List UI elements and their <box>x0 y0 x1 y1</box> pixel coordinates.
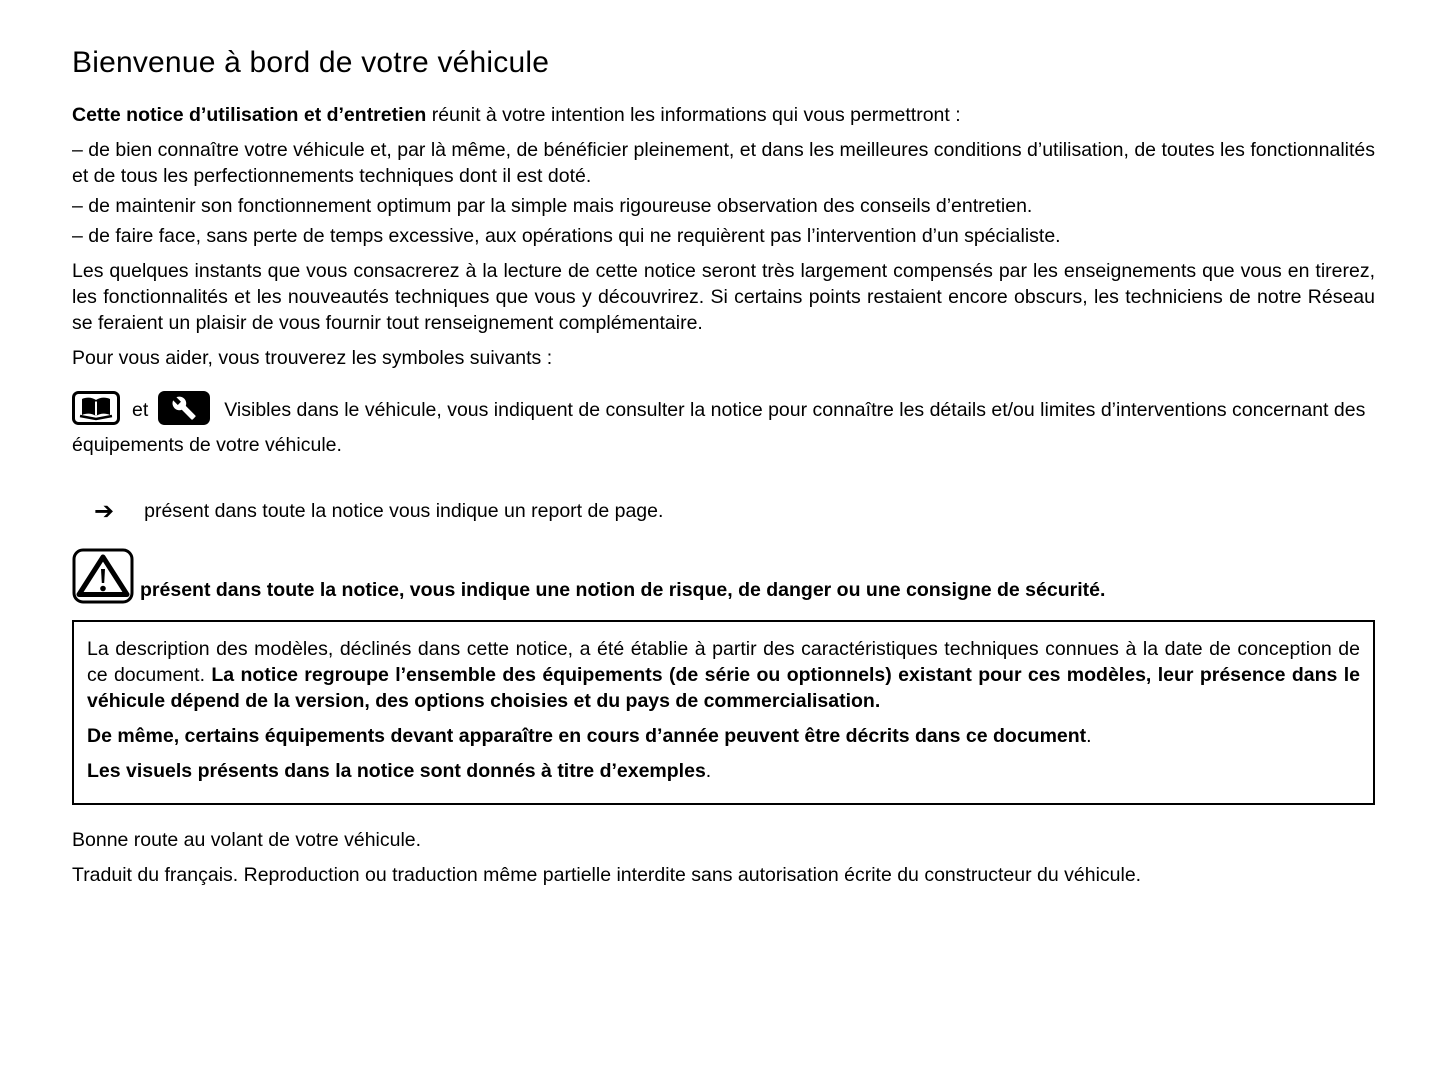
notice-paragraph-1 <box>87 636 1360 714</box>
notice-p1-regular: La description des modèles, déclinés dans cette notice, a été établie à partir des caractéristiques techniques connues à la date de conception de ce document. <box>87 638 1360 686</box>
notice-paragraph-3 <box>87 758 1360 784</box>
bullet-list <box>72 137 1375 249</box>
warning-text: présent dans toute la notice, vous indique une notion de risque, de danger ou une consigne de sécurité. <box>140 579 1106 601</box>
notice-p3-end: . <box>705 760 712 782</box>
notice-box <box>72 620 1375 805</box>
wrench-icon <box>158 391 210 432</box>
symbol-arrow-line <box>72 498 1375 524</box>
intro-paragraph <box>72 102 1375 128</box>
closing-line: Bonne route au volant de votre véhicule. <box>72 829 422 851</box>
notice-p3-bold: Les visuels présents dans la notice sont donnés à titre d’exemples <box>87 760 706 782</box>
intro-rest-text: réunit à votre intention les informations qui vous permettront : <box>426 104 961 126</box>
symbols-intro: Pour vous aider, vous trouverez les symboles suivants : <box>72 347 553 369</box>
symbol-warning-line <box>72 548 1375 604</box>
bullet-item-1: – de bien connaître votre véhicule et, par là même, de bénéficier pleinement, et dans les meilleures conditions d’utilisation, de toutes les fonctionnalités et de tous les perfectionnements techniques dont il est doté. <box>72 139 1375 187</box>
bullet-item-3: – de faire face, sans perte de temps excessive, aux opérations qui ne requièrent pas l’intervention d’un spécialiste. <box>72 225 1061 247</box>
page-title: Bienvenue à bord de votre véhicule <box>72 46 550 79</box>
book-icon <box>72 391 120 432</box>
arrow-text: présent dans toute la notice vous indique un report de page. <box>144 500 664 522</box>
notice-p2-bold: De même, certains équipements devant apparaître en cours d’année peuvent être décrits dans ce document <box>87 725 1087 747</box>
notice-p2-end: . <box>1086 725 1092 747</box>
bullet-item-2: – de maintenir son fonctionnement optimum par la simple mais rigoureuse observation des conseils d’entretien. <box>72 195 1033 217</box>
translation-notice: Traduit du français. Reproduction ou traduction même partielle interdite sans autorisation écrite du constructeur du véhicule. <box>72 864 1142 886</box>
reading-paragraph: Les quelques instants que vous consacrerez à la lecture de cette notice seront très largement compensés par les enseignements que vous en tirerez, les fonctionnalités et les nouveautés techniques que vous y découvrirez. Si certains points restaient encore obscurs, les techniciens de notre Réseau se feraient un plaisir de vous fournir tout renseignement complémentaire. <box>72 260 1375 334</box>
symbol-book-wrench-line <box>72 391 1375 458</box>
book-wrench-text: Visibles dans le véhicule, vous indiquent de consulter la notice pour connaître les détails et/ou limites d’interventions concernant des équipements de votre véhicule. <box>72 399 1366 456</box>
page-reference-arrow-icon: ➔ <box>94 497 115 525</box>
notice-p1-bold: La notice regroupe l’ensemble des équipements (de série ou optionnels) existant pour ces modèles, leur présence dans le véhicule dépend de la version, des options choisies et du pays de commercialisation. <box>87 664 1360 712</box>
warning-triangle-icon <box>72 548 134 604</box>
intro-bold-text: Cette notice d’utilisation et d’entretien <box>72 104 427 126</box>
connector-text: et <box>132 399 149 421</box>
notice-paragraph-2 <box>87 723 1360 749</box>
